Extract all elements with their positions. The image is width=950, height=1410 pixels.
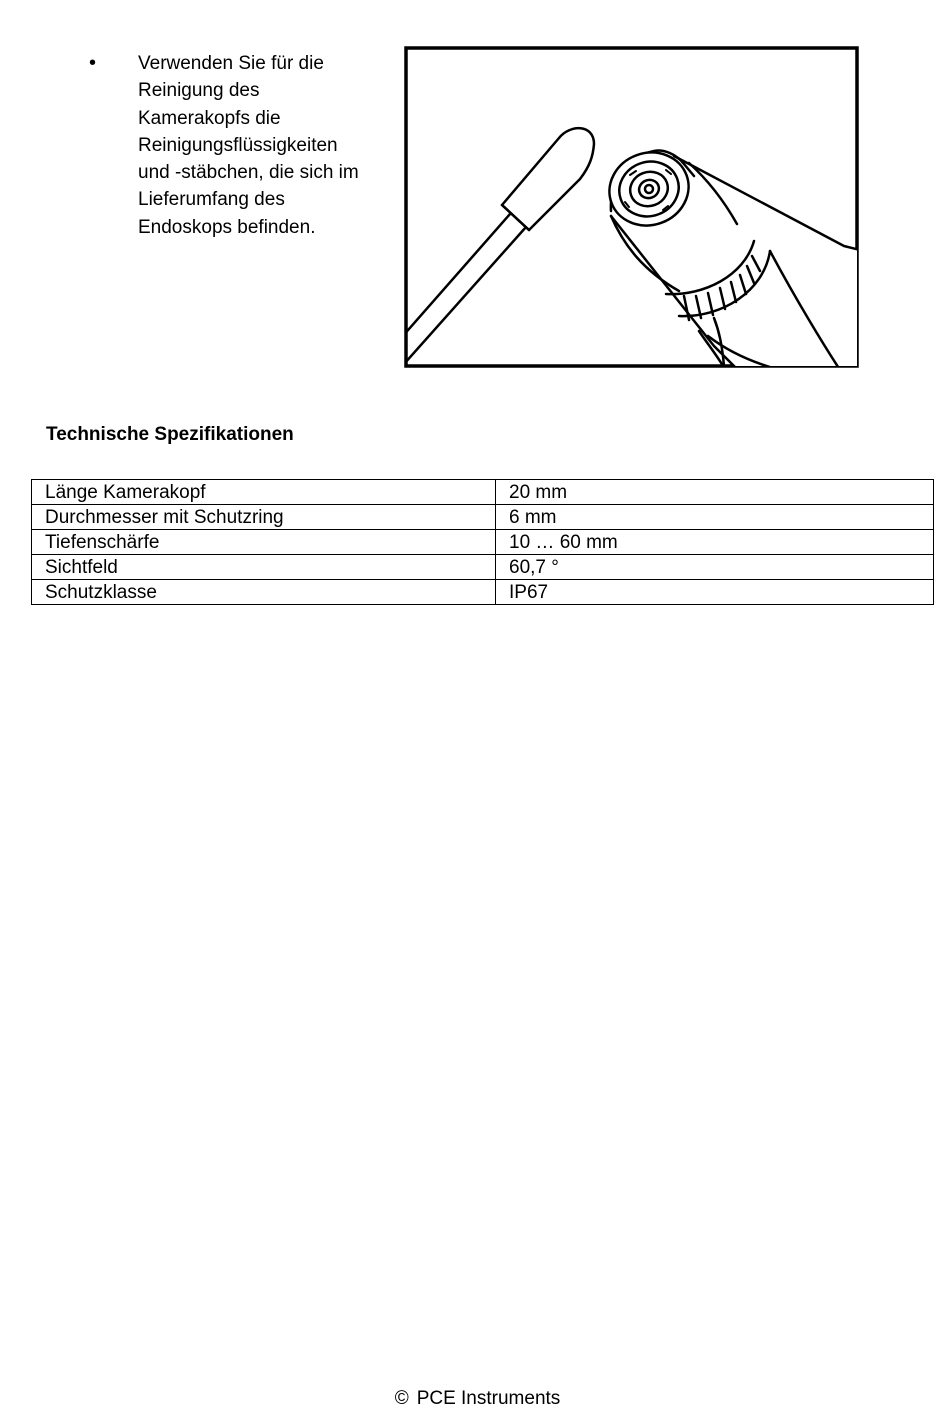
spec-label: Sichtfeld	[32, 555, 496, 580]
section-heading: Technische Spezifikationen	[46, 424, 294, 445]
instruction-line: Reinigung des	[138, 80, 260, 102]
table-row	[32, 480, 934, 505]
instruction-line: Verwenden Sie für die	[138, 53, 324, 74]
table-row	[32, 580, 934, 605]
spec-label: Durchmesser mit Schutzring	[32, 505, 496, 530]
bullet-point: •	[89, 52, 97, 74]
spec-value: 60,7 °	[496, 555, 934, 580]
footer-company: PCE Instruments	[416, 1388, 561, 1409]
instruction-line: Endoskops befinden.	[138, 216, 316, 238]
instruction-line: Kamerakopfs die	[138, 107, 281, 129]
table-row	[32, 555, 934, 580]
spec-value: 20 mm	[496, 480, 934, 505]
table-row	[32, 505, 934, 530]
table-row	[32, 530, 934, 555]
spec-value: 6 mm	[496, 505, 934, 530]
instruction-line: und -stäbchen, die sich im	[138, 162, 359, 184]
instruction-line: Lieferumfang des	[138, 189, 285, 211]
spec-value: IP67	[496, 580, 934, 605]
spec-label: Länge Kamerakopf	[32, 480, 496, 505]
page-footer	[0, 1388, 950, 1410]
cleaning-illustration	[404, 46, 859, 368]
cleaning-instruction	[138, 50, 388, 241]
copyright-symbol: ©	[394, 1388, 409, 1409]
instruction-line: Reinigungsflüssigkeiten	[138, 134, 338, 156]
spec-label: Tiefenschärfe	[32, 530, 496, 555]
spec-label: Schutzklasse	[32, 580, 496, 605]
specifications-table	[31, 479, 934, 605]
spec-value: 10 … 60 mm	[496, 530, 934, 555]
